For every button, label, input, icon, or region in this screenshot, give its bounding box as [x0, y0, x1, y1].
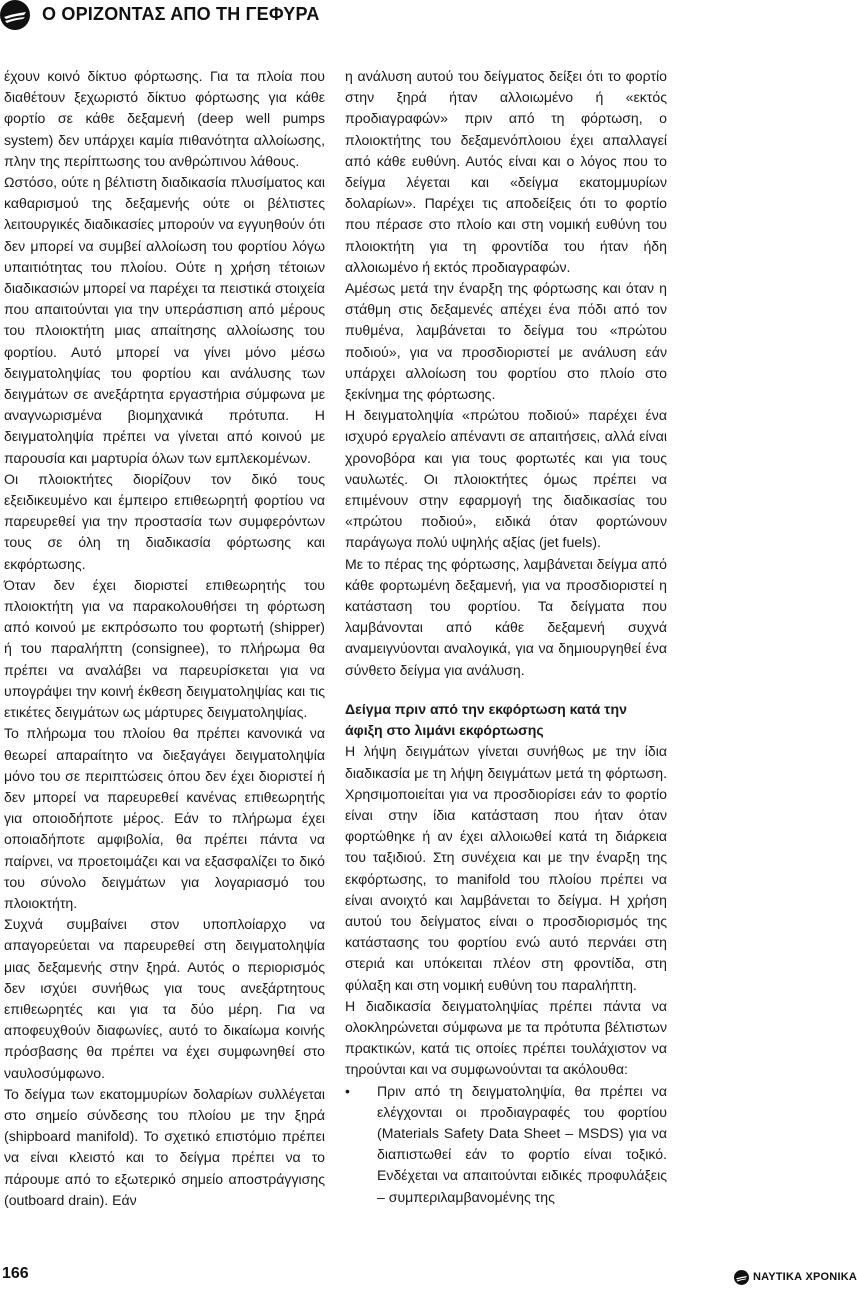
paragraph: Το πλήρωμα του πλοίου θα πρέπει κανονικά να θεωρεί απαραίτητο να διεξαγάγει δειγματοληψία μόνο του σε περιπτώσεις όπου δεν έχει διοριστεί ή δεν μπορεί να παρευρεθεί κανένας επιθεωρητής για οποιοδήποτε μέρος. Εάν το πλήρωμα έχει οποιαδήποτε αμφιβολία, θα πρέπει πάντα να παίρνει, να προετοιμάζει και να εξασφαλίζει το δικό του σύνολο δειγμάτων για λογαριασμό του πλοιοκτήτη. — [4, 725, 325, 911]
bullet-item: • Πριν από τη δειγματοληψία, θα πρέπει να ελέγχονται οι προδιαγραφές του φορτίου (Materials Safety Data Sheet – MSDS) για να διαπιστωθεί εάν το φορτίο είναι τοξικό. Ενδέχεται να απαιτούνται ειδικές προφυλάξεις – συμπεριλαμβανομένης της — [345, 1081, 667, 1208]
footer-brand — [734, 1269, 857, 1285]
paragraph: Η λήψη δειγμάτων γίνεται συνήθως με την ίδια διαδικασία με τη λήψη δειγμάτων μετά τη φόρτωση. Χρησιμοποιείται για να προσδιορίσει εάν το φορτίο είναι στην ίδια κατάσταση που ήταν όταν φορτώθηκε ή αν έχει αλλοιωθεί κατά τη διάρκεια του ταξιδιού. Στη συνέχεια και με την έναρξη της εκφόρτωσης, το manifold του πλοίου πρέπει να είναι ανοιχτό και λαμβάνεται το δείγμα. Η χρήση αυτού του δείγματος είναι ο προσδιορισμός της κατάστασης του φορτίου ενώ αυτό περνάει στη στεριά και υπόκειται πλέον στη φροντίδα, στη φύλαξη και στη νομική ευθύνη του παραλήπτη. — [345, 743, 667, 993]
right-column — [345, 66, 667, 1208]
bullet-list — [345, 1081, 667, 1208]
section-title: Ο ΟΡΙΖΟΝΤΑΣ ΑΠΟ ΤΗ ΓΕΦΥΡΑ — [42, 4, 320, 24]
paragraph: Η δειγματοληψία «πρώτου ποδιού» παρέχει ένα ισχυρό εργαλείο απέναντι σε απαιτήσεις, αλλά είναι χρονοβόρα και για τους φορτωτές και για τους ναυλωτές. Οι πλοιοκτήτες όμως πρέπει να επιμένουν στην εφαρμογή της διαδικασίας του «πρώτου ποδιού», ειδικά όταν φορτώνουν παράγωγα πολύ υψηλής αξίας (jet fuels). — [345, 407, 667, 551]
paragraph: έχουν κοινό δίκτυο φόρτωσης. Για τα πλοία που διαθέτουν ξεχωριστό δίκτυο φόρτωσης για κάθε φορτίο σε κάθε δεξαμενή (deep well pumps system) δεν υπάρχει καμία πιθανότητα αλλοίωσης, πλην της περίπτωσης του ανθρώπινου λάθους. — [4, 68, 325, 169]
ship-circle-icon — [0, 0, 30, 30]
paragraph: Όταν δεν έχει διοριστεί επιθεωρητής του πλοιοκτήτη για να παρακολουθήσει τη φόρτωση από κοινού με εκπρόσωπο του φορτωτή (shipper) ή του παραλήπτη (consignee), το πλήρωμα θα πρέπει να αναλάβει να παρευρίσκεται για να υπογράψει την κοινή έκθεση δειγματοληψίας και τις ετικέτες δειγμάτων ως μάρτυρες δειγματοληψίας. — [4, 576, 325, 721]
paragraph: Συχνά συμβαίνει στον υποπλοίαρχο να απαγορεύεται να παρευρεθεί στη δειγματοληψία μιας δεξαμενής στην ξηρά. Αυτός ο περιορισμός δεν ισχύει συνήθως για τους ανεξάρτητους επιθεωρητές και για τα δύο μέρη. Για να αποφευχθούν διαφωνίες, αυτό το δικαίωμα κοινής πρόσβασης θα πρέπει να έχει συμφωνηθεί στο ναυλοσύμφωνο. — [4, 916, 325, 1081]
left-column — [4, 66, 325, 1211]
paragraph: Οι πλοιοκτήτες διορίζουν τον δικό τους εξειδικευμένο και έμπειρο επιθεωρητή φορτίου να παρευρεθεί για την προστασία των συμφερόντων τους σε όλη τη διαδικασία φόρτωσης και εκφόρτωσης. — [4, 470, 325, 572]
paragraph: η ανάλυση αυτού του δείγματος δείξει ότι το φορτίο στην ξηρά ήταν αλλοιωμένο ή «εκτός προδιαγραφών» πριν από τη φόρτωση, ο πλοιοκτήτης του δεξαμενόπλοιου έχει απαλλαγεί από κάθε ευθύνη. Αυτός είναι και ο λόγος που το δείγμα λέγεται και «δείγμα εκατομμυρίων δολαρίων». Παρέχει τις αποδείξεις ότι το φορτίο που πέρασε στο πλοίο και στη νομική ευθύνη του πλοιοκτήτη για τη φροντίδα του ήταν ήδη αλλοιωμένο ή εκτός προδιαγραφών. — [345, 68, 667, 275]
page-header — [0, 0, 857, 30]
brand-name: ΝΑΥΤΙΚΑ ΧΡΟΝΙΚΑ — [752, 1271, 857, 1283]
paragraph: Το δείγμα των εκατομμυρίων δολαρίων συλλέγεται στο σημείο σύνδεσης του πλοίου με την ξηρά (shipboard manifold). Το σχετικό επιστόμιο πρέπει να είναι κλειστό και το δείγμα πρέπει να το πάρουμε από το εξωτερικό σημείο αποστράγγισης (outboard drain). Εάν — [4, 1085, 325, 1208]
page-number: 166 — [2, 1265, 29, 1282]
paragraph: Αμέσως μετά την έναρξη της φόρτωσης και όταν η στάθμη στις δεξαμενές απέχει ένα πόδι από τον πυθμένα, λαμβάνεται το δείγμα του «πρώτου ποδιού», για να προσδιοριστεί με ανάλυση εάν υπάρχει αλλοίωση του φορτίου στο πλοίο στο ξεκίνημα της φόρτωσης. — [345, 280, 667, 403]
paragraph: Η διαδικασία δειγματοληψίας πρέπει πάντα να ολοκληρώνεται σύμφωνα με τα πρότυπα βέλτιστων πρακτικών, κατά τις οποίες πρέπει τουλάχιστον να τηρούνται και να συμφωνούνται τα ακόλουθα: — [345, 997, 667, 1078]
subheading: Δείγμα πριν από την εκφόρτωση κατά την άφιξη στο λιμάνι εκφόρτωσης — [345, 700, 627, 739]
paragraph: Με το πέρας της φόρτωσης, λαμβάνεται δείγμα από κάθε φορτωμένη δεξαμενή, για να προσδιοριστεί η κατάσταση του φορτίου. Τα δείγματα που λαμβάνονται από κάθε δεξαμενή συχνά αναμειγνύονται αναλογικά, για να δημιουργηθεί ένα σύνθετο δείγμα για ανάλυση. — [345, 555, 667, 678]
paragraph: Ωστόσο, ούτε η βέλτιστη διαδικασία πλυσίματος και καθαρισμού της δεξαμενής ούτε οι βέλτιστες λειτουργικές διαδικασίες μπορούν να εγγυηθούν ότι δεν μπορεί να συμβεί αλλοίωση του φορτίου λόγω υπαιτιότητας του πλοίου. Ούτε η χρήση τέτοιων διαδικασιών μπορεί να παρέχει τα πειστικά στοιχεία που απαιτούνται για την υπεράσπιση από μέρους του πλοιοκτήτη μιας απαίτησης αλλοίωσης του φορτίου. Αυτό μπορεί να γίνει μόνο μέσω δειγματοληψίας του φορτίου και ανάλυσης των δειγμάτων σε ανεξάρτητα εργαστήρια σύμφωνα με αναγνωρισμένα βιομηχανικά πρότυπα. Η δειγματοληψία πρέπει να γίνεται από κοινού με παρουσία και μαρτυρία όλων των εμπλεκομένων. — [4, 174, 325, 466]
ship-circle-icon — [734, 1270, 749, 1285]
